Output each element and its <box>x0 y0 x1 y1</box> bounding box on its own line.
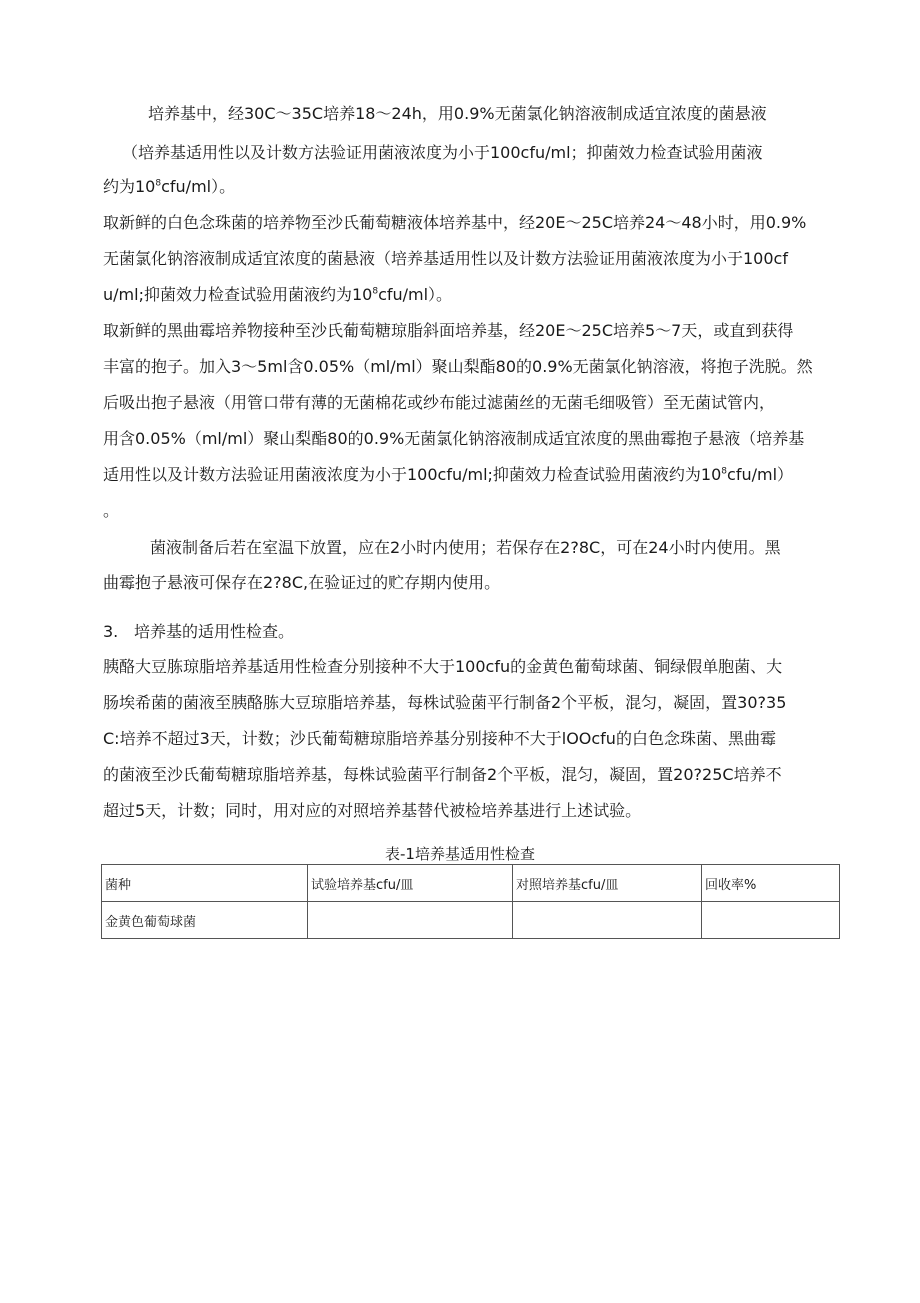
header-cell-recovery: 回收率% <box>702 865 840 902</box>
suitability-table <box>101 864 840 939</box>
text-fragment: 适用性以及计数方法验证用菌液浓度为小于100cfu/ml;抑菌效力检查试验用菌液约为10 <box>103 465 722 484</box>
table-row <box>102 902 840 939</box>
table-cell: 金黄色葡萄球菌 <box>102 902 308 939</box>
superscript: 8 <box>721 466 728 477</box>
header-cell-strain: 菌种 <box>102 865 308 902</box>
text-line <box>103 465 793 485</box>
text-line: 用含0.05%（ml/ml）聚山梨酯80的0.9%无菌氯化钠溶液制成适宜浓度的黑曲霉抱子悬液（培养基 <box>103 429 805 448</box>
superscript: 8 <box>155 178 162 189</box>
table-cell <box>513 902 702 939</box>
superscript: 8 <box>372 286 379 297</box>
text-line: （培养基适用性以及计数方法验证用菌液浓度为小于100cfu/ml；抑菌效力检查试验用菌液 <box>122 143 763 162</box>
text-line: C:培养不超过3天，计数；沙氏葡萄糖琼脂培养基分别接种不大于lOOcfu的白色念珠菌、黑曲霉 <box>103 729 776 748</box>
table-caption: 表-1培养基适用性检查 <box>385 845 535 863</box>
text-line: 肠埃希菌的菌液至胰酪胨大豆琼脂培养基，每株试验菌平行制备2个平板，混匀，凝固，置30?35 <box>103 693 787 712</box>
text-fragment: cfu/ml） <box>727 465 794 484</box>
text-fragment: cfu/ml）。 <box>378 285 453 304</box>
text-line: 后吸出抱子悬液（用管口带有薄的无菌棉花或纱布能过滤菌丝的无菌毛细吸管）至无菌试管内， <box>103 393 776 412</box>
text-line: 取新鲜的黑曲霉培养物接种至沙氏葡萄糖琼脂斜面培养基，经20E～25C培养5～7天，或直到获得 <box>103 321 794 340</box>
table-cell <box>308 902 513 939</box>
table-cell <box>702 902 840 939</box>
text-line: 培养基中，经30C～35C培养18～24h，用0.9%无菌氯化钠溶液制成适宜浓度的菌悬液 <box>148 104 767 123</box>
text-line <box>103 177 235 197</box>
text-line: 无菌氯化钠溶液制成适宜浓度的菌悬液（培养基适用性以及计数方法验证用菌液浓度为小于100cf <box>103 249 788 268</box>
text-fragment: u/ml;抑菌效力检查试验用菌液约为10 <box>103 285 373 304</box>
text-line: 菌液制备后若在室温下放置，应在2小时内使用；若保存在2?8C，可在24小时内使用。黑 <box>150 538 781 557</box>
header-cell-control-medium: 对照培养基cfu/皿 <box>513 865 702 902</box>
table-header-row <box>102 865 840 902</box>
text-line <box>103 285 452 305</box>
text-line: 曲霉抱子悬液可保存在2?8C,在验证过的贮存期内使用。 <box>103 573 501 592</box>
section-number: 3. <box>103 622 119 641</box>
text-line: 胰酪大豆胨琼脂培养基适用性检查分别接种不大于100cfu的金黄色葡萄球菌、铜绿假单胞菌、大 <box>103 657 783 676</box>
text-line: 取新鲜的白色念珠菌的培养物至沙氏葡萄糖液体培养基中，经20E～25C培养24～48小时，用0.9% <box>103 213 807 232</box>
text-line: 。 <box>103 501 120 520</box>
text-line: 超过5天，计数；同时，用对应的对照培养基替代被检培养基进行上述试验。 <box>103 801 642 820</box>
text-fragment: cfu/ml）。 <box>161 177 236 196</box>
header-cell-test-medium: 试验培养基cfu/皿 <box>308 865 513 902</box>
text-fragment: 约为10 <box>103 177 156 196</box>
section-title: 培养基的适用性检查。 <box>134 622 295 641</box>
text-line: 的菌液至沙氏葡萄糖琼脂培养基，每株试验菌平行制备2个平板，混匀，凝固，置20?25C培养不 <box>103 765 782 784</box>
text-line: 丰富的抱子。加入3～5ml含0.05%（ml/ml）聚山梨酯80的0.9%无菌氯化钠溶液，将抱子洗脱。然 <box>103 357 813 376</box>
